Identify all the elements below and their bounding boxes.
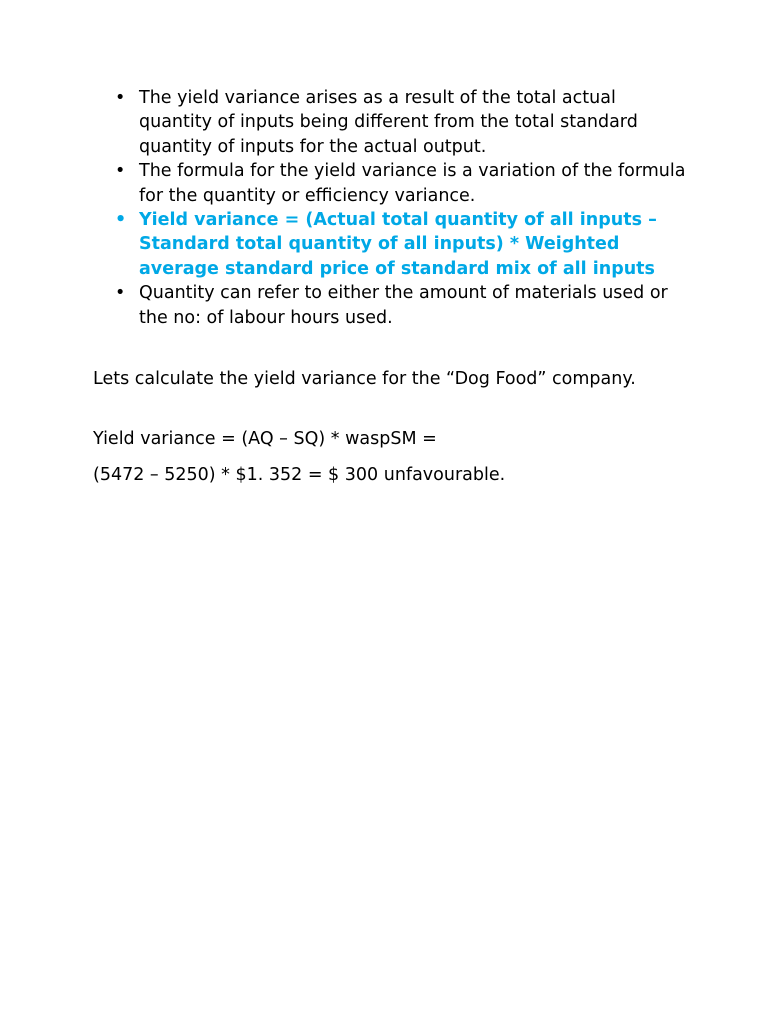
bullet-text: The yield variance arises as a result of the total actual quantity of inputs being different from the total standard quantity of inputs for the actual output. <box>139 88 638 157</box>
bullet-item-formula-variation <box>112 159 692 208</box>
bullet-text: Quantity can refer to either the amount of materials used or the no: of labour hours used. <box>139 283 668 328</box>
intro-paragraph: Lets calculate the yield variance for the “Dog Food” company. <box>93 369 636 389</box>
bullet-marker: • <box>115 210 127 231</box>
bullet-item-yield-arises <box>112 86 692 159</box>
result-paragraph: (5472 – 5250) * $1. 352 = $ 300 unfavourable. <box>93 465 506 485</box>
bullet-text: Yield variance = (Actual total quantity of all inputs – Standard total quantity of all inputs) * Weighted average standard price of standard mix of all inputs <box>139 210 657 279</box>
bullet-marker: • <box>115 283 126 304</box>
bullet-marker: • <box>115 88 126 108</box>
bullet-list <box>112 86 692 330</box>
bullet-marker: • <box>115 161 126 182</box>
bullet-item-yield-formula <box>112 208 692 281</box>
formula-paragraph: Yield variance = (AQ – SQ) * waspSM = <box>93 429 437 449</box>
bullet-text: The formula for the yield variance is a variation of the formula for the quantity or efficiency variance. <box>139 161 686 206</box>
bullet-item-quantity-definition <box>112 281 692 330</box>
